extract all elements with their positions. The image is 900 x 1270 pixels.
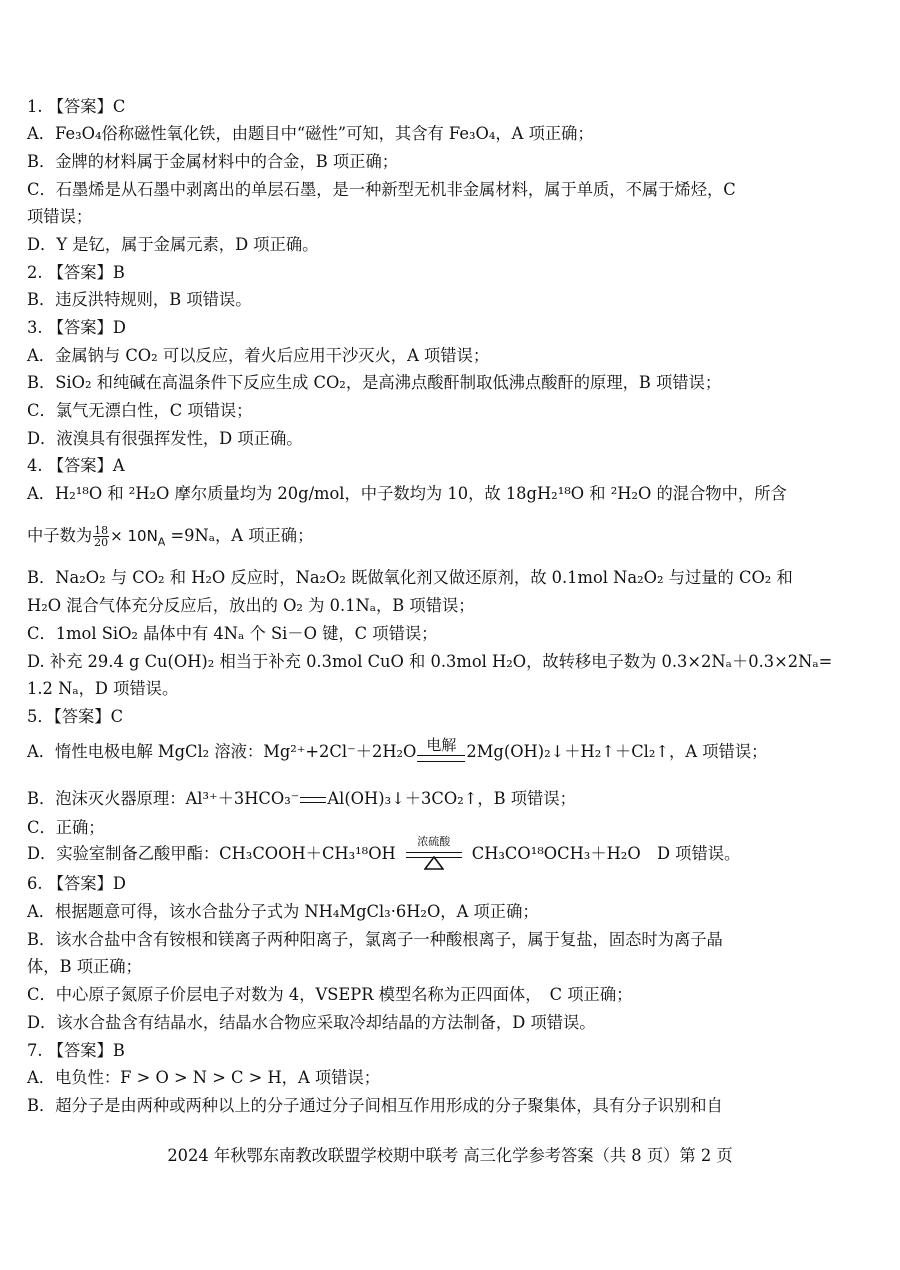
q6-option-d: D．该水合盐含有结晶水，结晶水合物应采取冷却结晶的方法制备，D 项错误。 [27,1013,596,1032]
q5-option-a [27,737,877,767]
q7-option-b: B．超分子是由两种或两种以上的分子通过分子间相互作用形成的分子聚集体，具有分子识别和自 [27,1096,723,1115]
q5-b-products: Al(OH)₃↓＋3CO₂↑，B 项错误； [327,789,576,808]
equals-bar [417,755,465,762]
q5-b-reactants: B．泡沫灭火器原理：Al³⁺＋3HCO₃⁻ [27,789,300,808]
q4-neutron-prefix: 中子数为 [27,526,93,545]
catalyst-arrow [402,835,466,870]
q4-answer-heading: 4. 【答案】A [27,456,125,475]
q5-d-products: CH₃CO¹⁸OCH₃＋H₂O D 项错误。 [471,844,741,863]
q4-option-c: C．1mol SiO₂ 晶体中有 4Nₐ 个 Si－O 键，C 项错误； [27,624,438,643]
q7-answer-heading: 7. 【答案】B [27,1041,125,1060]
equals-bar [300,797,326,803]
q5-a-products: 2Mg(OH)₂↓＋H₂↑＋Cl₂↑，A 项错误； [466,742,768,761]
q6-option-b-cont: 体，B 项正确； [27,957,142,976]
q3-answer-heading: 3. 【答案】D [27,318,126,337]
fraction-denominator: 20 [94,536,109,549]
q1-option-a: A．Fe₃O₄俗称磁性氧化铁，由题目中“磁性”可知，其含有 Fe₃O₄，A 项正确； [27,124,594,143]
q1-answer-heading: 1. 【答案】C [27,97,126,116]
q4-option-d-cont: 1.2 Nₐ，D 项错误。 [27,679,179,698]
q5-option-b [27,789,877,809]
q3-option-b: B．SiO₂ 和纯碱在高温条件下反应生成 CO₂，是高沸点酸酐制取低沸点酸酐的原理，B 项错误； [27,373,722,392]
q6-option-a: A．根据题意可得，该水合盐分子式为 NH₄MgCl₃·6H₂O，A 项正确； [27,902,539,921]
q4-neutron-result: =9Nₐ，A 项正确； [165,526,314,545]
q3-option-d: D．液溴具有很强挥发性，D 项正确。 [27,429,303,448]
q2-answer-heading: 2. 【答案】B [27,263,125,282]
q4-option-a-cont [27,525,877,552]
page-footer: 2024 年秋鄂东南教改联盟学校期中联考 高三化学参考答案（共 8 页）第 2 页 [167,1146,733,1165]
q5-option-d [27,835,877,870]
q5-option-c: C．正确； [27,818,105,837]
electrolysis-label: 电解 [426,736,457,754]
heat-triangle-icon [424,856,444,870]
q4-option-b-cont: H₂O 混合气体充分反应后，放出的 O₂ 为 0.1Nₐ，B 项错误； [27,596,475,615]
q4-fraction [93,525,109,548]
q5-answer-heading: 5．【答案】C [27,707,124,726]
q4-multiplier: × 10N [110,527,158,545]
catalyst-label: 浓硫酸 [417,835,451,848]
q6-option-c: C．中心原子氮原子价层电子对数为 4，VSEPR 模型名称为正四面体， C 项正确； [27,985,633,1004]
electrolysis-arrow [417,737,465,767]
q3-option-a: A．金属钠与 CO₂ 可以反应，着火后应用干沙灭火，A 项错误； [27,346,490,365]
q6-option-b: B．该水合盐中含有铵根和镁离子两种阳离子，氯离子一种酸根离子，属于复盐，固态时为离子晶 [27,930,723,949]
q5-a-reactants: A．惰性电极电解 MgCl₂ 溶液：Mg²⁺+2Cl⁻＋2H₂O [27,742,417,761]
q6-answer-heading: 6. 【答案】D [27,874,126,893]
fraction-numerator: 18 [94,524,109,537]
q1-option-c-cont: 项错误； [27,207,93,226]
q4-option-d: D. 补充 29.4 g Cu(OH)₂ 相当于补充 0.3mol CuO 和 0.3mol H₂O，故转移电子数为 0.3×2Nₐ＋0.3×2Nₐ= [27,652,833,671]
q4-option-a: A．H₂¹⁸O 和 ²H₂O 摩尔质量均为 20g/mol，中子数均为 10，故 18gH₂¹⁸O 和 ²H₂O 的混合物中，所含 [27,484,787,503]
q3-option-c: C．氯气无漂白性，C 项错误； [27,401,253,420]
q7-option-a: A．电负性：F > O > N > C > H，A 项错误； [27,1068,381,1087]
q1-option-b: B．金牌的材料属于金属材料中的合金，B 项正确； [27,152,399,171]
q4-option-b: B．Na₂O₂ 与 CO₂ 和 H₂O 反应时，Na₂O₂ 既做氧化剂又做还原剂，故 0.1mol Na₂O₂ 与过量的 CO₂ 和 [27,568,793,587]
q1-option-d: D．Y 是钇，属于金属元素，D 项正确。 [27,235,319,254]
q4-multiplier-sub: A [157,535,166,549]
q5-d-reactants: D．实验室制备乙酸甲酯：CH₃COOH＋CH₃¹⁸OH [27,844,396,863]
q1-option-c: C．石墨烯是从石墨中剥离出的单层石墨，是一种新型无机非金属材料，属于单质，不属于烯烃，C [27,180,736,199]
q2-option-b: B．违反洪特规则，B 项错误。 [27,290,252,309]
